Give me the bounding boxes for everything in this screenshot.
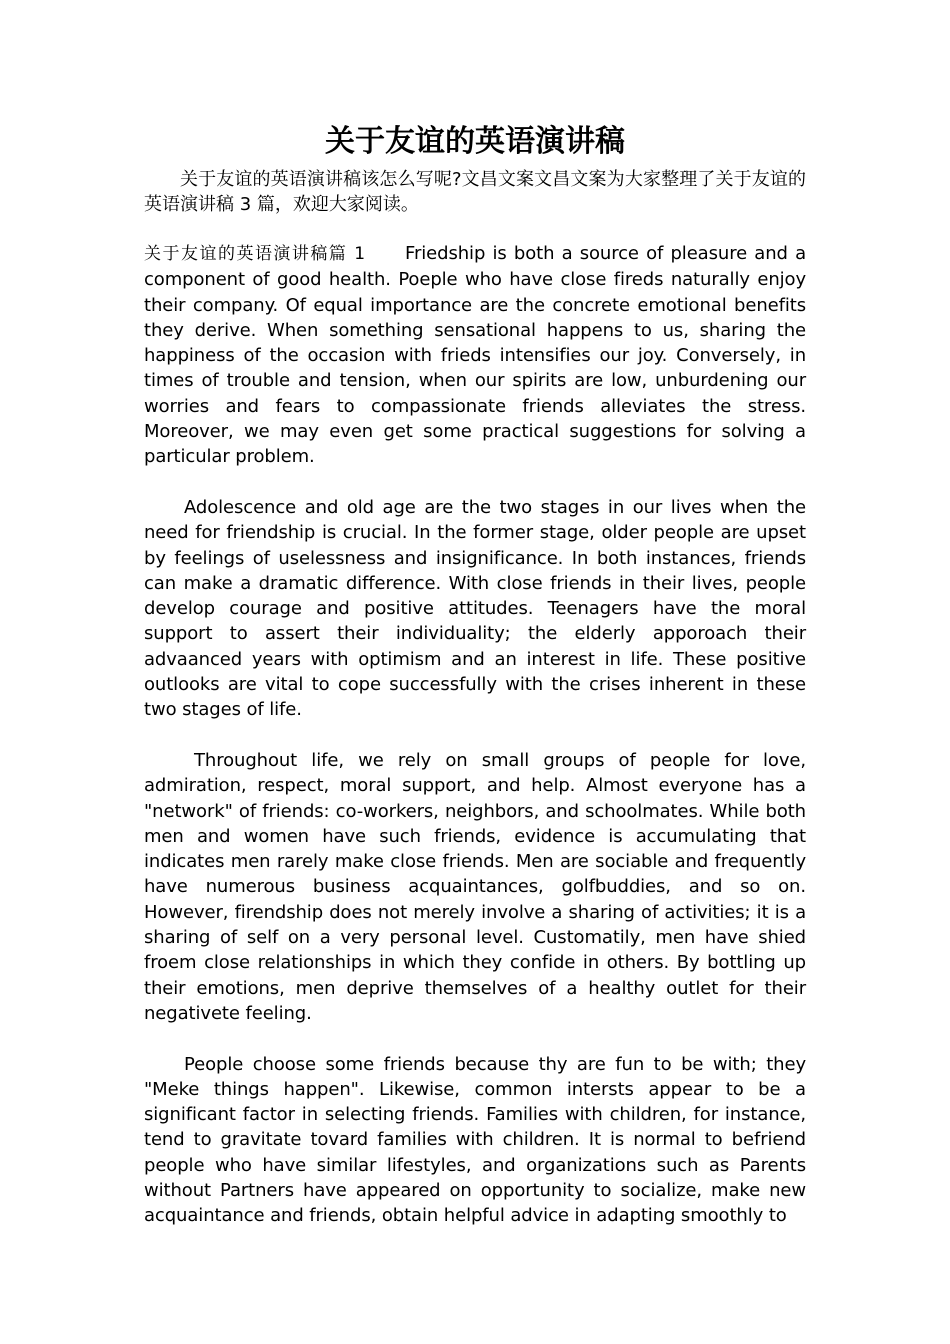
paragraph-4: People choose some friends because thy are fun to be with; they "Meke things happen". Likewise, common intersts appear to be a significant factor in selecting friends. Families with children, for instance, tend to gravitate tovard families with children. It is normal to befriend people who have similar lifestyles, and organizations such as Parents without Partners have appeared on opportunity to socialize, make new acquaintance and friends, obtain helpful advice in adapting smoothly to [144, 1053, 806, 1227]
paragraph-3: Throughout life, we rely on small groups of people for love, admiration, respect, moral support, and help. Almost everyone has a "network" of friends: co-workers, neighbors, and schoolmates. While both men and women have such friends, evidence is accumulating that indicates men rarely make close friends. Men are sociable and frequently have numerous business acquaintances, golfbuddies, and so on. However, firendship does not merely involve a sharing of activities; it is a sharing of self on a very personal level. Customatily, men have shied froem close relationships in which they confide in others. By bottling up their emotions, men deprive themselves of a healthy outlet for their negativete feeling. [144, 749, 806, 1024]
document-title: 关于友谊的英语演讲稿 [325, 124, 625, 159]
paragraph-1-text: Friedship is both a source of pleasure and a component of good health. Poeple who have close fireds naturally enjoy their company. Of equal importance are the concrete emotional benefits they derive. When something sensational happens to us, sharing the happiness of the occasion with frieds intensifies our joy. Conversely, in times of trouble and tension, when our spirits are low, unburdening our worries and fears to compassionate friends alleviates the stress. Moreover, we may even get some practical suggestions for solving a particular problem. [144, 243, 807, 468]
document-body [144, 241, 806, 1254]
paragraph-2: Adolescence and old age are the two stages in our lives when the need for friendship is crucial. In the former stage, older people are upset by feelings of uselessness and insignificance. In both instances, friends can make a dramatic difference. With close friends in their lives, people develop courage and positive attitudes. Teenagers have the moral support to assert their individuality; the elderly apporoach their advaanced years with optimism and an interest in life. These positive outlooks are vital to cope successfully with the crises inherent in these two stages of life. [144, 496, 806, 721]
section-label: 关于友谊的英语演讲稿篇 1 [144, 244, 366, 264]
paragraph-1 [144, 241, 806, 470]
intro-paragraph: 关于友谊的英语演讲稿该怎么写呢?文昌文案文昌文案为大家整理了关于友谊的英语演讲稿 3 篇，欢迎大家阅读。 [144, 169, 806, 215]
